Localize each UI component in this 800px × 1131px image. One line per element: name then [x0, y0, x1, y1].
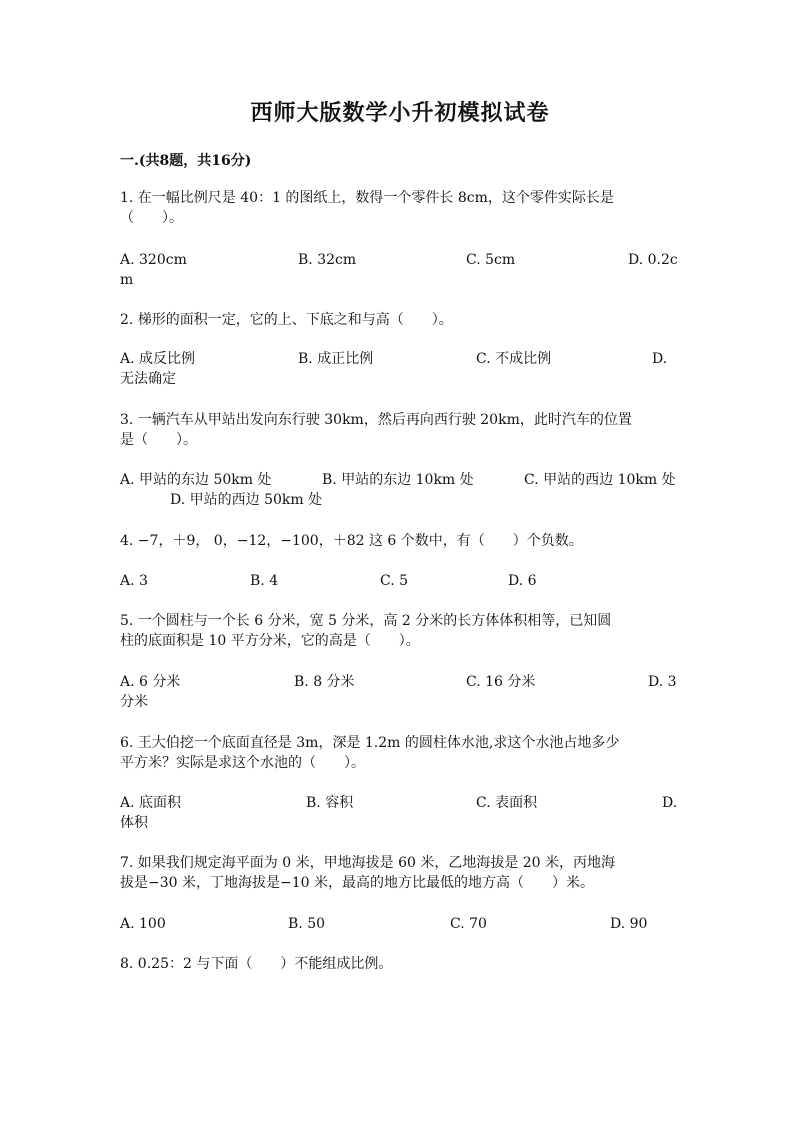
question-2-options [120, 349, 680, 389]
question-1 [120, 188, 680, 228]
question-3 [120, 410, 680, 450]
option-c[interactable]: C. 表面积 [476, 795, 538, 811]
question-5 [120, 611, 680, 651]
option-c[interactable]: C. 甲站的西边 10km 处 [524, 472, 676, 488]
question-7 [120, 853, 680, 893]
question-1-line-1: 1. 在一幅比例尺是 40：1 的图纸上，数得一个零件长 8cm，这个零件实际长是 [120, 190, 614, 206]
option-a[interactable]: A. 底面积 [120, 795, 182, 811]
option-d-wrap: m [120, 272, 134, 288]
option-a[interactable]: A. 3 [120, 573, 148, 589]
option-d[interactable]: D. 3 [648, 674, 677, 690]
option-c[interactable]: C. 5 [380, 573, 409, 589]
option-b[interactable]: B. 32cm [298, 252, 357, 268]
option-a[interactable]: A. 320cm [120, 252, 187, 268]
option-d[interactable]: D. 0.2c [628, 252, 678, 268]
question-6 [120, 733, 680, 773]
question-4 [120, 531, 680, 551]
option-a[interactable]: A. 甲站的东边 50km 处 [120, 472, 272, 488]
question-3-line-1: 3. 一辆汽车从甲站出发向东行驶 30km，然后再向西行驶 20km，此时汽车的位置 [120, 412, 632, 428]
question-6-line-2: 平方米？实际是求这个水池的（ ）。 [120, 755, 365, 771]
question-6-options [120, 793, 680, 833]
question-7-line-2: 拔是−30 米，丁地海拔是−10 米，最高的地方比最低的地方高（ ）米。 [120, 875, 594, 891]
option-b[interactable]: B. 50 [288, 916, 326, 932]
exam-title: 西师大版数学小升初模拟试卷 [250, 100, 550, 126]
question-1-line-2: （ ）。 [120, 210, 183, 226]
option-b[interactable]: B. 容积 [306, 795, 354, 811]
option-d[interactable]: D. [652, 351, 668, 367]
option-a[interactable]: A. 成反比例 [120, 351, 196, 367]
question-6-line-1: 6. 王大伯挖一个底面直径是 3m，深是 1.2m 的圆柱体水池,求这个水池占地多少 [120, 735, 620, 751]
option-c[interactable]: C. 16 分米 [466, 674, 536, 690]
option-b[interactable]: B. 成正比例 [298, 351, 374, 367]
option-d-wrap: 分米 [120, 694, 148, 710]
option-b[interactable]: B. 8 分米 [294, 674, 355, 690]
option-d-wrap: 体积 [120, 815, 148, 831]
question-7-line-1: 7. 如果我们规定海平面为 0 米，甲地海拔是 60 米，乙地海拔是 20 米，丙地海 [120, 855, 616, 871]
question-8 [120, 954, 680, 974]
question-1-options [120, 250, 680, 290]
question-4-line-1: 4. −7，＋9， 0，−12，−100，＋82 这 6 个数中，有（ ）个负数。 [120, 533, 583, 549]
question-2 [120, 310, 680, 330]
option-d-wrap: 无法确定 [120, 371, 176, 387]
option-a[interactable]: A. 6 分米 [120, 674, 181, 690]
option-c[interactable]: C. 70 [450, 916, 487, 932]
question-5-line-2: 柱的底面积是 10 平方分米，它的高是（ ）。 [120, 633, 420, 649]
option-d[interactable]: D. 90 [610, 916, 648, 932]
option-b[interactable]: B. 甲站的东边 10km 处 [322, 472, 474, 488]
question-5-line-1: 5. 一个圆柱与一个长 6 分米，宽 5 分米，高 2 分米的长方体体积相等，已知圆 [120, 613, 612, 629]
option-d[interactable]: D. 6 [508, 573, 537, 589]
option-b[interactable]: B. 4 [250, 573, 279, 589]
option-d[interactable]: D. [662, 795, 678, 811]
question-7-options [120, 914, 680, 954]
question-2-line-1: 2. 梯形的面积一定，它的上、下底之和与高（ ）。 [120, 312, 453, 328]
question-3-line-2: 是（ ）。 [120, 432, 197, 448]
question-5-options [120, 672, 680, 712]
option-c[interactable]: C. 不成比例 [476, 351, 552, 367]
question-8-line-1: 8. 0.25：2 与下面（ ）不能组成比例。 [120, 956, 393, 972]
question-4-options [120, 571, 680, 611]
question-3-options [120, 470, 680, 510]
option-a[interactable]: A. 100 [120, 916, 166, 932]
section-heading: 一.(共8题，共16分) [120, 153, 252, 169]
option-d[interactable]: D. 甲站的西边 50km 处 [170, 492, 323, 508]
option-c[interactable]: C. 5cm [466, 252, 516, 268]
